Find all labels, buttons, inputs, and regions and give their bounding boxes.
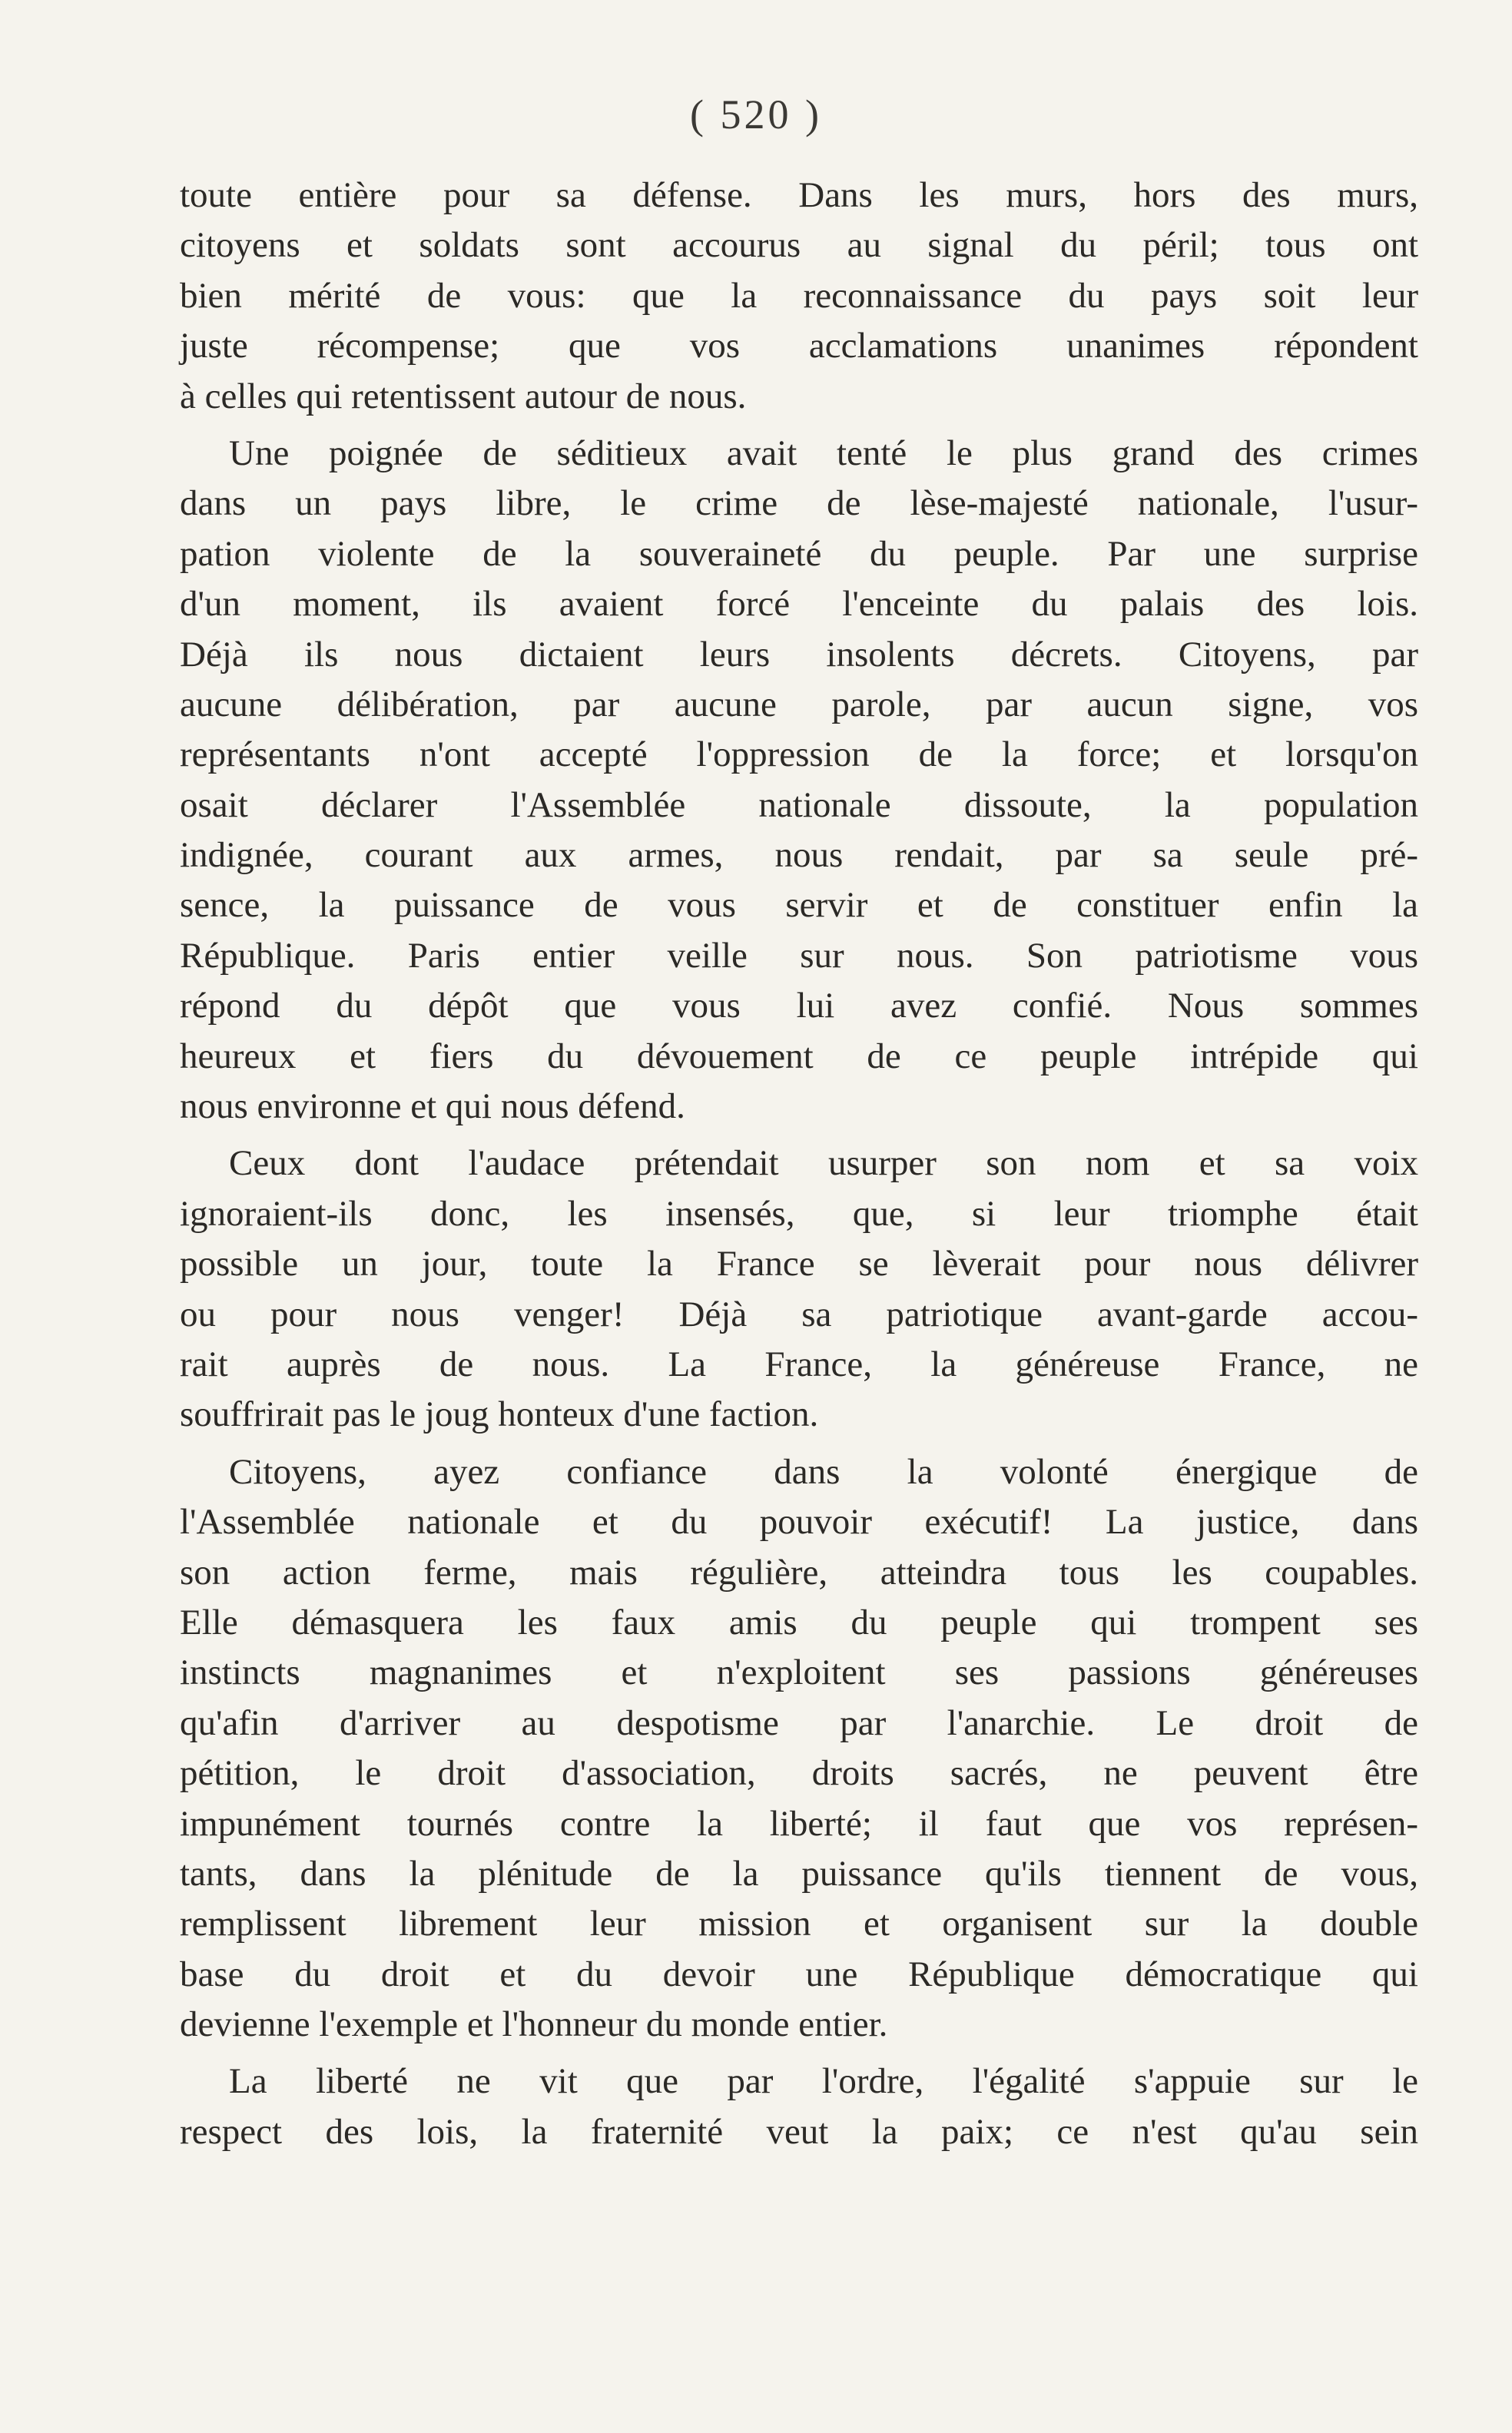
text-line: l'Assemblée nationale et du pouvoir exécutif! La justice, dans <box>180 1502 1418 1543</box>
text-line: son action ferme, mais régulière, atteindra tous les coupables. <box>180 1552 1418 1593</box>
text-line: d'un moment, ils avaient forcé l'enceinte du palais des lois. <box>180 584 1418 625</box>
text-line: représentants n'ont accepté l'oppression de la force; et lorsqu'on <box>180 734 1418 775</box>
text-line: Citoyens, ayez confiance dans la volonté énergique de <box>229 1451 1418 1492</box>
page-number: ( 520 ) <box>690 91 822 138</box>
text-line: souffrirait pas le joug honteux d'une faction. <box>180 1394 819 1435</box>
paragraph-1 <box>180 171 1418 422</box>
text-line: Déjà ils nous dictaient leurs insolents décrets. Citoyens, par <box>180 634 1418 675</box>
text-line: aucune délibération, par aucune parole, par aucun signe, vos <box>180 684 1418 724</box>
text-line: Une poignée de séditieux avait tenté le plus grand des crimes <box>229 433 1418 473</box>
text-line: nous environne et qui nous défend. <box>180 1086 685 1127</box>
text-line: instincts magnanimes et n'exploitent ses passions généreuses <box>180 1652 1418 1693</box>
text-line: sence, la puissance de vous servir et de constituer enfin la <box>180 885 1418 926</box>
text-line: Elle démasquera les faux amis du peuple qui trompent ses <box>180 1602 1418 1642</box>
text-line: ignoraient-ils donc, les insensés, que, si leur triomphe était <box>180 1193 1418 1234</box>
text-line: indignée, courant aux armes, nous rendait, par sa seule pré- <box>180 835 1418 876</box>
text-line: osait déclarer l'Assemblée nationale dissoute, la population <box>180 784 1418 825</box>
text-line: Ceux dont l'audace prétendait usurper son nom et sa voix <box>229 1143 1418 1184</box>
text-line: tants, dans la plénitude de la puissance qu'ils tiennent de vous, <box>180 1853 1418 1894</box>
text-line: base du droit et du devoir une République démocratique qui <box>180 1954 1418 1994</box>
text-line: rait auprès de nous. La France, la généreuse France, ne <box>180 1344 1418 1384</box>
text-line: qu'afin d'arriver au despotisme par l'anarchie. Le droit de <box>180 1702 1418 1743</box>
text-line: ou pour nous venger! Déjà sa patriotique avant-garde accou- <box>180 1294 1418 1334</box>
text-line: à celles qui retentissent autour de nous. <box>180 376 747 416</box>
text-line: possible un jour, toute la France se lèverait pour nous délivrer <box>180 1244 1418 1284</box>
body-text <box>180 171 1418 2164</box>
paragraph-4 <box>180 1447 1418 2050</box>
text-line: citoyens et soldats sont accourus au signal du péril; tous ont <box>180 225 1418 266</box>
text-line: remplissent librement leur mission et organisent sur la double <box>180 1904 1418 1944</box>
text-line: devienne l'exemple et l'honneur du monde entier. <box>180 2004 888 2045</box>
text-line: toute entière pour sa défense. Dans les murs, hors des murs, <box>180 175 1418 215</box>
paragraph-3 <box>180 1139 1418 1440</box>
text-line: dans un pays libre, le crime de lèse-majesté nationale, l'usur- <box>180 483 1418 524</box>
text-line: pation violente de la souveraineté du peuple. Par une surprise <box>180 533 1418 574</box>
text-line: juste récompense; que vos acclamations unanimes répondent <box>180 326 1418 366</box>
text-line: République. Paris entier veille sur nous. Son patriotisme vous <box>180 935 1418 976</box>
text-line: pétition, le droit d'association, droits sacrés, ne peuvent être <box>180 1753 1418 1794</box>
text-line: La liberté ne vit que par l'ordre, l'égalité s'appuie sur le <box>229 2061 1418 2102</box>
text-line: heureux et fiers du dévouement de ce peuple intrépide qui <box>180 1036 1418 1076</box>
text-line: répond du dépôt que vous lui avez confié. Nous sommes <box>180 986 1418 1026</box>
text-line: impunément tournés contre la liberté; il faut que vos représen- <box>180 1803 1418 1844</box>
text-line: bien mérité de vous: que la reconnaissance du pays soit leur <box>180 275 1418 316</box>
paragraph-5 <box>180 2057 1418 2157</box>
paragraph-2 <box>180 429 1418 1132</box>
text-line: respect des lois, la fraternité veut la paix; ce n'est qu'au sein <box>180 2111 1418 2152</box>
